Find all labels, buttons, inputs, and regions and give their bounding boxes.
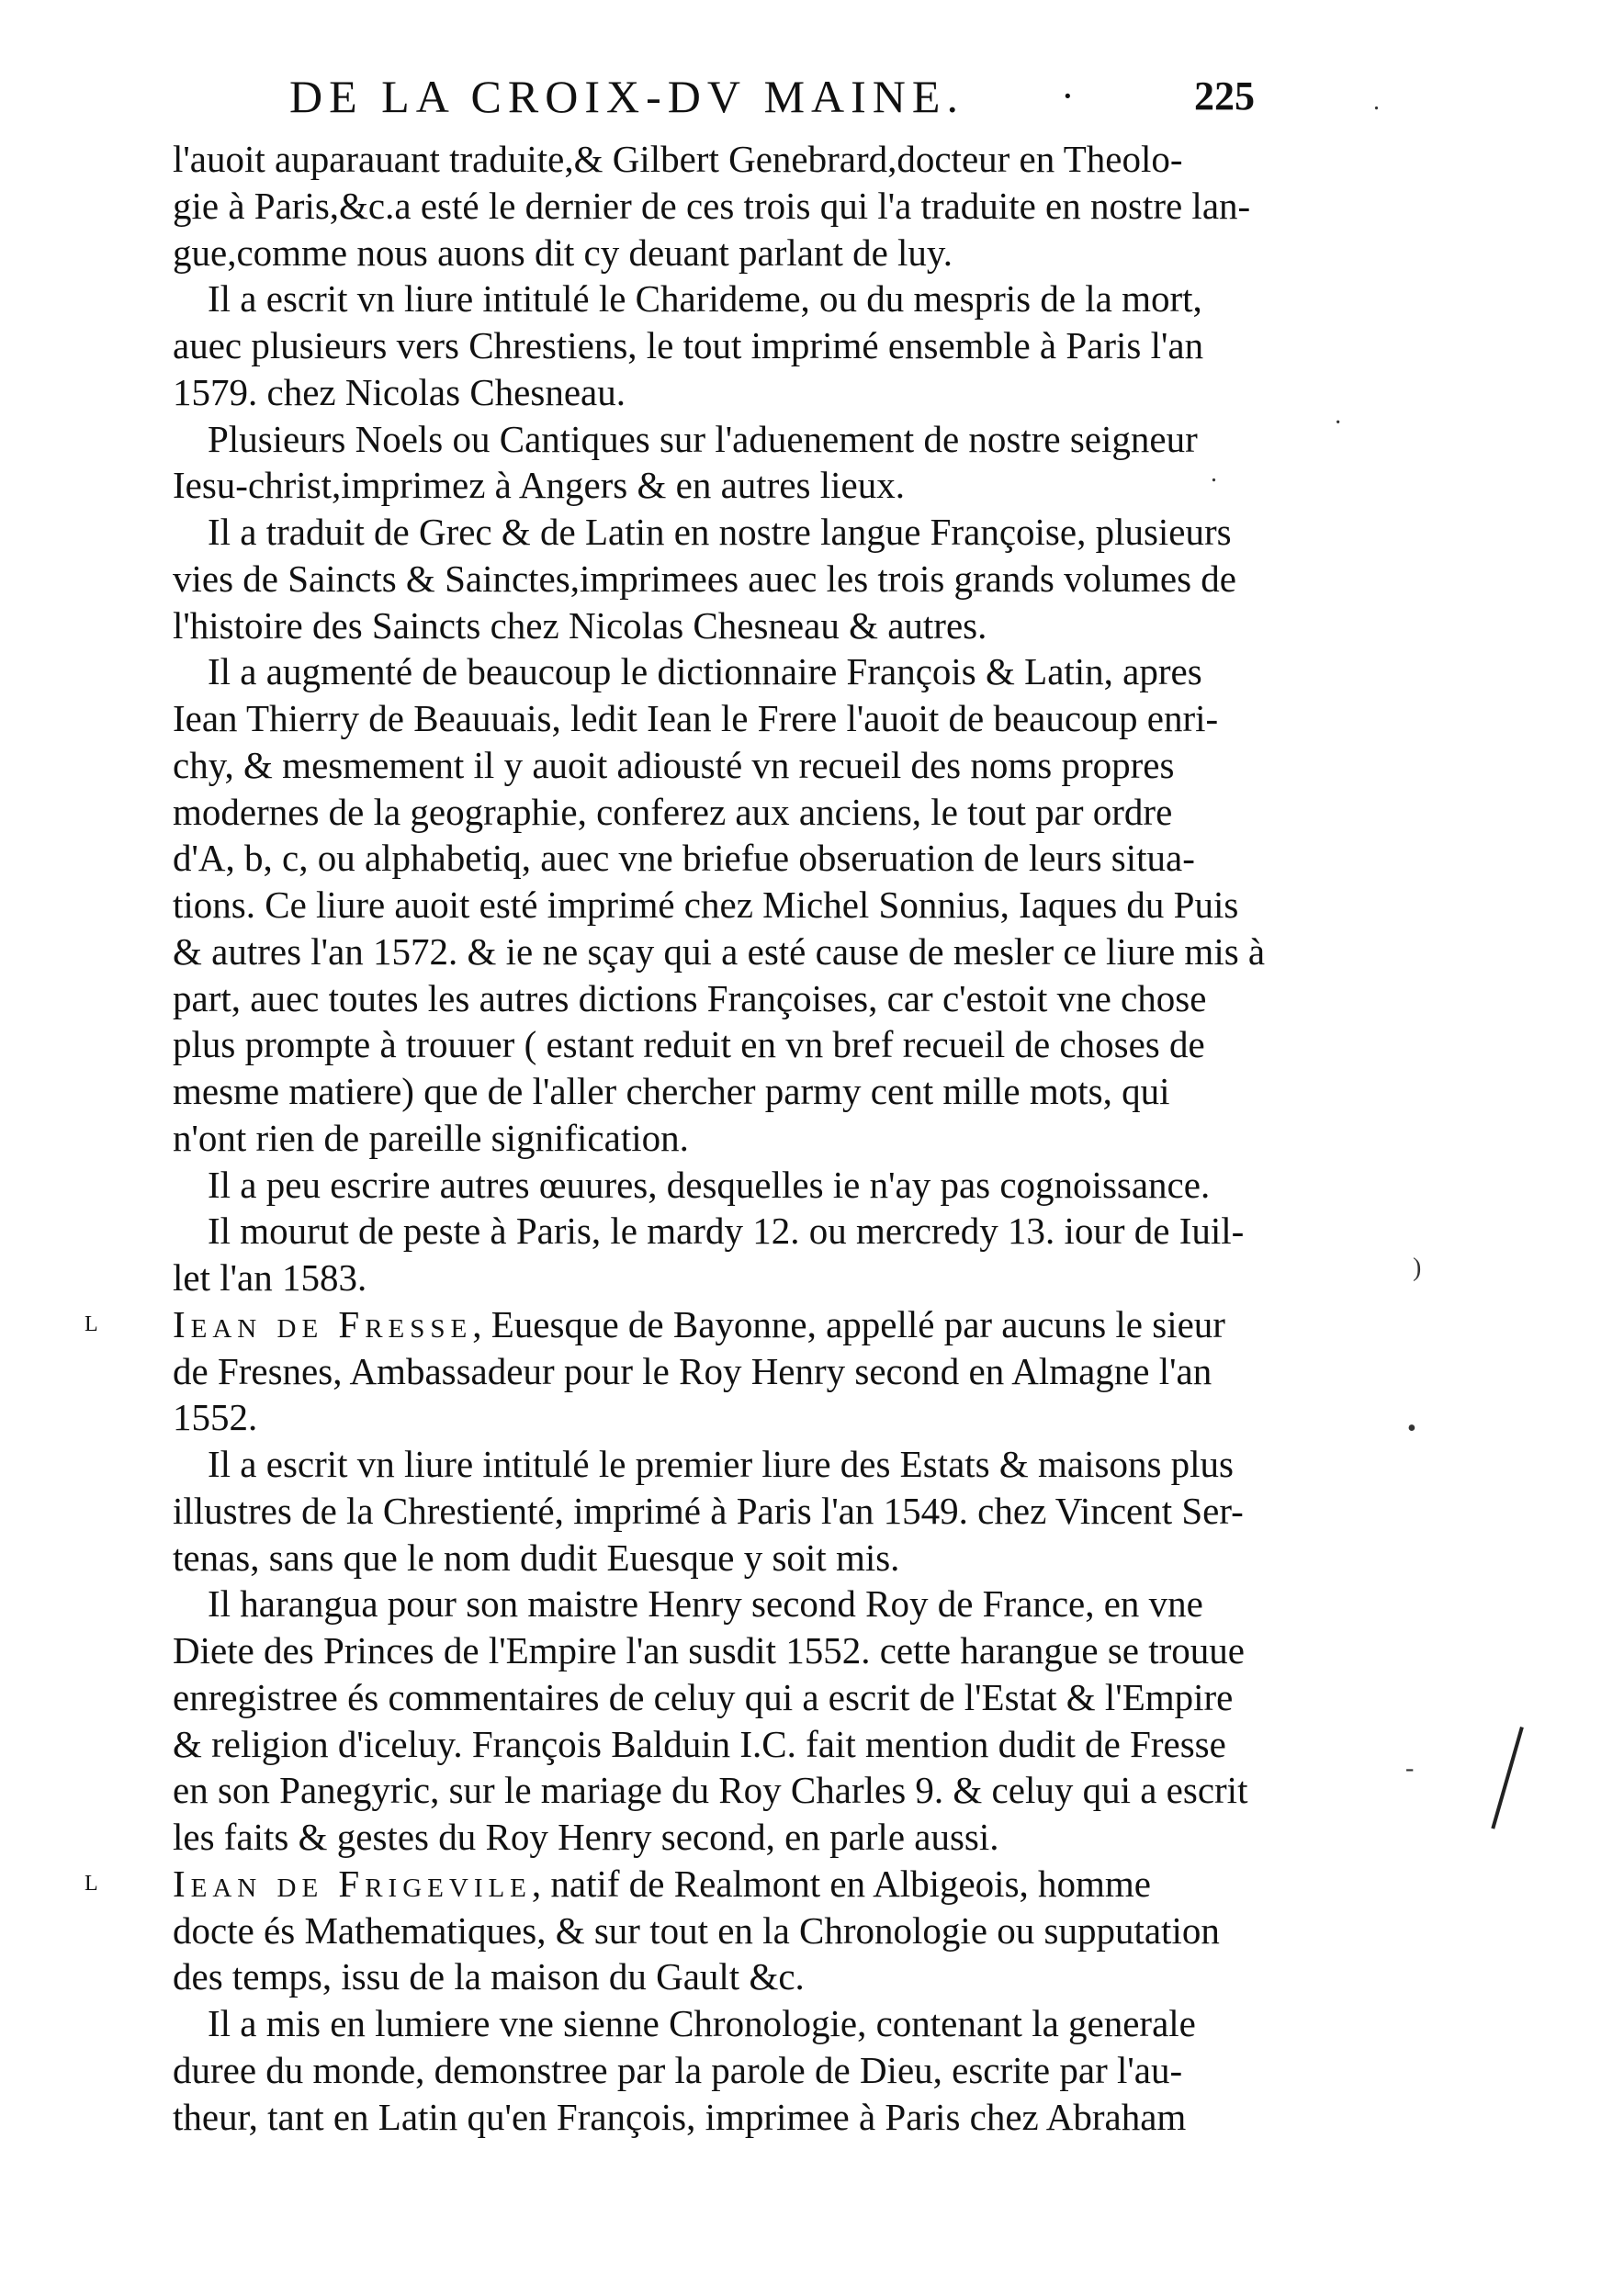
- text-line: [173, 2094, 1275, 2141]
- line-text: Plusieurs Noels ou Cantiques sur l'aduenement de nostre seigneur: [208, 417, 1198, 460]
- text-line: [173, 742, 1275, 789]
- line-text: 1552.: [173, 1396, 258, 1439]
- text-line: [173, 1488, 1275, 1535]
- line-text: duree du monde, demonstree par la parole de Dieu, escrite par l'au-: [173, 2048, 1183, 2091]
- line-text: Il a peu escrire autres œuures, desquelles ie n'ay pas cognoissance.: [208, 1163, 1211, 1206]
- line-text: d'A, b, c, ou alphabetiq, auec vne briefue obseruation de leurs situa-: [173, 837, 1195, 880]
- entry-heading-line: [85, 1861, 1275, 1908]
- margin-dot-mark: .: [1211, 459, 1217, 488]
- line-text: , Euesque de Bayonne, appellé par aucuns le sieur: [472, 1302, 1225, 1345]
- margin-dot-mark: .: [1373, 87, 1380, 116]
- line-text: , natif de Realmont en Albigeois, homme: [531, 1862, 1152, 1905]
- author-name: Iean de Frigevile: [173, 1862, 532, 1905]
- margin-dot-mark: ·: [1334, 409, 1343, 437]
- line-text: & religion d'iceluy. François Balduin I.C. fait mention dudit de Fresse: [173, 1722, 1226, 1765]
- text-line: [173, 929, 1275, 975]
- author-name: Iean de Fresse: [173, 1302, 473, 1345]
- text-line: [173, 2000, 1275, 2047]
- line-text: de Fresnes, Ambassadeur pour le Roy Henry second en Almagne l'an: [173, 1349, 1212, 1392]
- line-text: gie à Paris,&c.a esté le dernier de ces trois qui l'a traduite en nostre lan-: [173, 184, 1251, 227]
- text-line: [173, 462, 1275, 509]
- line-text: Iesu-christ,imprimez à Angers & en autres lieux.: [173, 464, 905, 507]
- text-line: [173, 1348, 1275, 1395]
- text-line: [173, 648, 1275, 695]
- text-line: [173, 416, 1275, 463]
- text-line: [173, 1441, 1275, 1488]
- line-text: chy, & mesmement il y auoit adiousté vn recueil des noms propres: [173, 743, 1175, 786]
- line-text: part, auec toutes les autres dictions Françoises, car c'estoit vne chose: [173, 976, 1207, 1019]
- text-line: [173, 1115, 1275, 1162]
- text-line: [173, 369, 1275, 416]
- line-text: illustres de la Chrestienté, imprimé à Paris l'an 1549. chez Vincent Ser-: [173, 1489, 1244, 1532]
- text-line: [173, 1255, 1275, 1301]
- line-text: gue,comme nous auons dit cy deuant parlant de luy.: [173, 231, 953, 274]
- text-line: [173, 1394, 1275, 1441]
- line-text: vies de Saincts & Sainctes,imprimees auec les trois grands volumes de: [173, 557, 1236, 600]
- line-text: Il a escrit vn liure intitulé le Charideme, ou du mespris de la mort,: [208, 277, 1202, 321]
- text-line: [173, 882, 1275, 929]
- line-text: les faits & gestes du Roy Henry second, en parle aussi.: [173, 1816, 999, 1858]
- line-text: Il a traduit de Grec & de Latin en nostre langue Françoise, plusieurs: [208, 511, 1232, 553]
- text-line: [173, 556, 1275, 602]
- running-title: DE LA CROIX-DV MAINE.: [289, 71, 964, 122]
- line-text: plus prompte à trouuer ( estant reduit en vn bref recueil de choses de: [173, 1023, 1205, 1066]
- text-line: [173, 1767, 1275, 1814]
- text-line: [173, 1721, 1275, 1768]
- text-line: [173, 1674, 1275, 1721]
- page-header: [289, 64, 1281, 129]
- text-line: [173, 1162, 1275, 1209]
- line-text: des temps, issu de la maison du Gault &c.: [173, 1955, 805, 1998]
- line-text: l'auoit auparauant traduite,& Gilbert Genebrard,docteur en Theolo-: [173, 138, 1183, 180]
- text-line: [173, 695, 1275, 742]
- line-text: 1579. chez Nicolas Chesneau.: [173, 370, 626, 413]
- line-text: en son Panegyric, sur le mariage du Roy Charles 9. & celuy qui a escrit: [173, 1769, 1248, 1812]
- line-text: Iean Thierry de Beauuais, ledit Iean le Frere l'auoit de beaucoup enri-: [173, 697, 1219, 739]
- text-line: [173, 1021, 1275, 1068]
- line-text: & autres l'an 1572. & ie ne sçay qui a esté cause de mesler ce liure mis à: [173, 929, 1266, 973]
- line-text: enregistree és commentaires de celuy qui a escrit de l'Estat & l'Empire: [173, 1675, 1234, 1718]
- text-line: [173, 1908, 1275, 1954]
- line-text: Diete des Princes de l'Empire l'an susdit 1552. cette harangue se trouue: [173, 1629, 1245, 1671]
- line-text: l'histoire des Saincts chez Nicolas Chesneau & autres.: [173, 603, 987, 647]
- entry-marker: L: [85, 1871, 98, 1896]
- text-line: [173, 1953, 1275, 2000]
- text-line: [173, 1814, 1275, 1861]
- line-text: Il a escrit vn liure intitulé le premier liure des Estats & maisons plus: [208, 1443, 1234, 1485]
- text-line: [173, 183, 1275, 230]
- margin-pen-stroke: [1491, 1727, 1524, 1829]
- page-number: 225: [1194, 73, 1255, 118]
- line-text: auec plusieurs vers Chrestiens, le tout imprimé ensemble à Paris l'an: [173, 324, 1204, 366]
- line-text: let l'an 1583.: [173, 1256, 367, 1299]
- text-line: [173, 1208, 1275, 1255]
- text-line: [173, 1535, 1275, 1581]
- text-line: [173, 230, 1275, 276]
- entry-heading-line: [85, 1301, 1275, 1348]
- line-text: theur, tant en Latin qu'en François, imprimee à Paris chez Abraham: [173, 2095, 1187, 2138]
- text-line: [173, 602, 1275, 649]
- margin-dot-mark: -: [1405, 1754, 1415, 1783]
- line-text: mesme matiere) que de l'aller chercher parmy cent mille mots, qui: [173, 1070, 1170, 1112]
- text-line: [173, 1627, 1275, 1674]
- text-line: [173, 322, 1275, 369]
- text-line: [173, 835, 1275, 882]
- text-line: [173, 1581, 1275, 1627]
- entry-marker: L: [85, 1311, 98, 1336]
- line-text: tenas, sans que le nom dudit Euesque y soit mis.: [173, 1536, 900, 1579]
- line-text: docte és Mathematiques, & sur tout en la Chronologie ou supputation: [173, 1908, 1220, 1952]
- text-line: [173, 136, 1275, 183]
- margin-dot-mark: ): [1413, 1254, 1422, 1282]
- line-text: n'ont rien de pareille signification.: [173, 1116, 689, 1159]
- line-text: Il mourut de peste à Paris, le mardy 12. ou mercredy 13. iour de Iuil-: [208, 1210, 1245, 1253]
- text-line: [173, 2047, 1275, 2094]
- text-line: [173, 509, 1275, 556]
- header-separator-dot: ·: [1061, 73, 1075, 118]
- line-text: Il harangua pour son maistre Henry second Roy de France, en vne: [208, 1582, 1203, 1626]
- text-line: [173, 975, 1275, 1022]
- line-text: Il a mis en lumiere vne sienne Chronologie, contenant la generale: [208, 2002, 1196, 2044]
- line-text: Il a augmenté de beaucoup le dictionnaire François & Latin, apres: [208, 650, 1202, 693]
- line-text: modernes de la geographie, conferez aux anciens, le tout par ordre: [173, 790, 1173, 833]
- text-line: [173, 1068, 1275, 1115]
- margin-dot-mark: •: [1407, 1414, 1416, 1443]
- text-line: [173, 276, 1275, 322]
- line-text: tions. Ce liure auoit esté imprimé chez Michel Sonnius, Iaques du Puis: [173, 884, 1239, 926]
- body-text: [85, 136, 1275, 2140]
- text-line: [173, 789, 1275, 836]
